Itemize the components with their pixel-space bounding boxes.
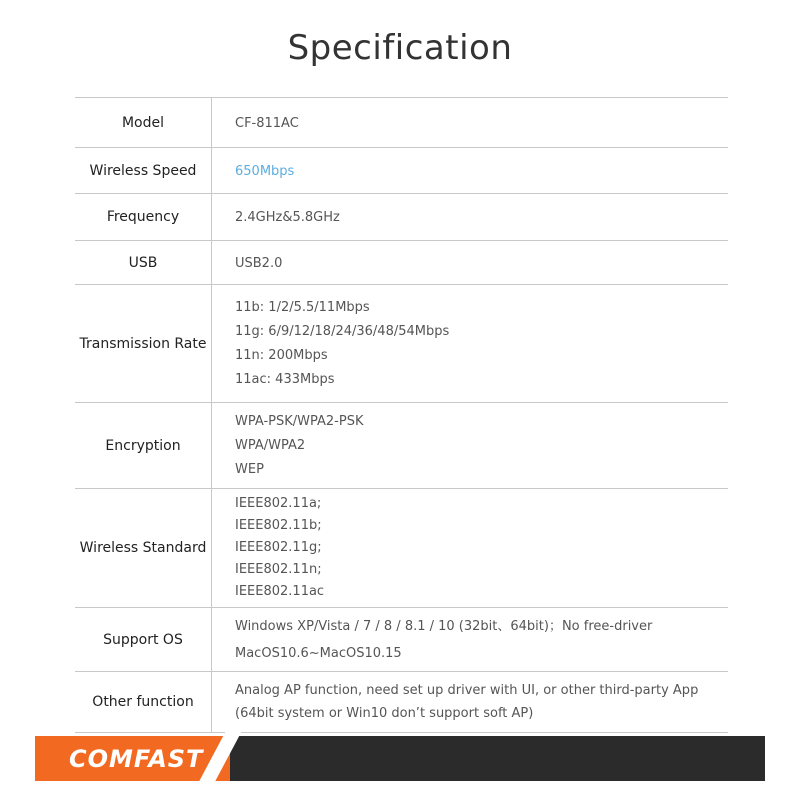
spec-label: Frequency xyxy=(75,194,212,241)
spec-value-line: Analog AP function, need set up driver with UI, or other third-party App xyxy=(235,683,699,698)
page-title: Specification xyxy=(287,28,513,68)
spec-value xyxy=(212,194,729,241)
spec-value xyxy=(212,403,729,489)
spec-value xyxy=(212,148,729,194)
brand-logo: COMFAST xyxy=(69,745,204,773)
spec-value-line: 650Mbps xyxy=(235,163,295,179)
spec-value-line: MacOS10.6~MacOS10.15 xyxy=(235,645,402,661)
spec-label: Wireless Standard xyxy=(75,489,212,608)
spec-value-line: IEEE802.11b; xyxy=(235,518,322,533)
spec-row-model xyxy=(75,98,728,148)
spec-row-frequency xyxy=(75,194,728,241)
spec-label: Encryption xyxy=(75,403,212,489)
spec-value-line: IEEE802.11ac xyxy=(235,584,325,599)
spec-value-line: 11ac: 433Mbps xyxy=(235,371,335,387)
specification-table xyxy=(75,97,728,733)
spec-value-line: IEEE802.11g; xyxy=(235,540,322,555)
spec-label: Model xyxy=(75,98,212,148)
spec-row-wireless-standard xyxy=(75,489,728,608)
spec-value xyxy=(212,672,729,733)
spec-value-line: 11g: 6/9/12/18/24/36/48/54Mbps xyxy=(235,323,450,339)
spec-value-line: IEEE802.11n; xyxy=(235,562,322,577)
spec-row-support-os xyxy=(75,608,728,672)
spec-value-line: WPA/WPA2 xyxy=(235,437,306,453)
spec-value xyxy=(212,98,729,148)
spec-row-encryption xyxy=(75,403,728,489)
spec-value xyxy=(212,241,729,285)
spec-value-line: 11n: 200Mbps xyxy=(235,347,328,363)
spec-value-line: Windows XP/Vista / 7 / 8 / 8.1 / 10 (32bit、64bit)；No free-driver xyxy=(235,618,653,634)
spec-label: Other function xyxy=(75,672,212,733)
spec-value-line: WPA-PSK/WPA2-PSK xyxy=(235,413,364,429)
spec-value xyxy=(212,489,729,608)
spec-label: USB xyxy=(75,241,212,285)
spec-value xyxy=(212,285,729,403)
spec-label: Support OS xyxy=(75,608,212,672)
spec-row-wireless-speed xyxy=(75,148,728,194)
banner-dark-bar xyxy=(220,736,765,781)
spec-value-line: IEEE802.11a; xyxy=(235,496,322,511)
spec-value-line: CF-811AC xyxy=(235,115,299,131)
spec-label: Transmission Rate xyxy=(75,285,212,403)
spec-row-usb xyxy=(75,241,728,285)
spec-row-transmission-rate xyxy=(75,285,728,403)
spec-value xyxy=(212,608,729,672)
spec-row-other-function xyxy=(75,672,728,733)
spec-value-line: USB2.0 xyxy=(235,255,283,271)
brand-banner xyxy=(35,736,765,781)
spec-label: Wireless Speed xyxy=(75,148,212,194)
spec-value-line: 11b: 1/2/5.5/11Mbps xyxy=(235,299,370,315)
spec-value-line: (64bit system or Win10 don’t support soft AP) xyxy=(235,706,534,721)
spec-value-line: WEP xyxy=(235,461,264,477)
spec-value-line: 2.4GHz&5.8GHz xyxy=(235,210,340,225)
banner-orange-bar xyxy=(35,736,230,781)
